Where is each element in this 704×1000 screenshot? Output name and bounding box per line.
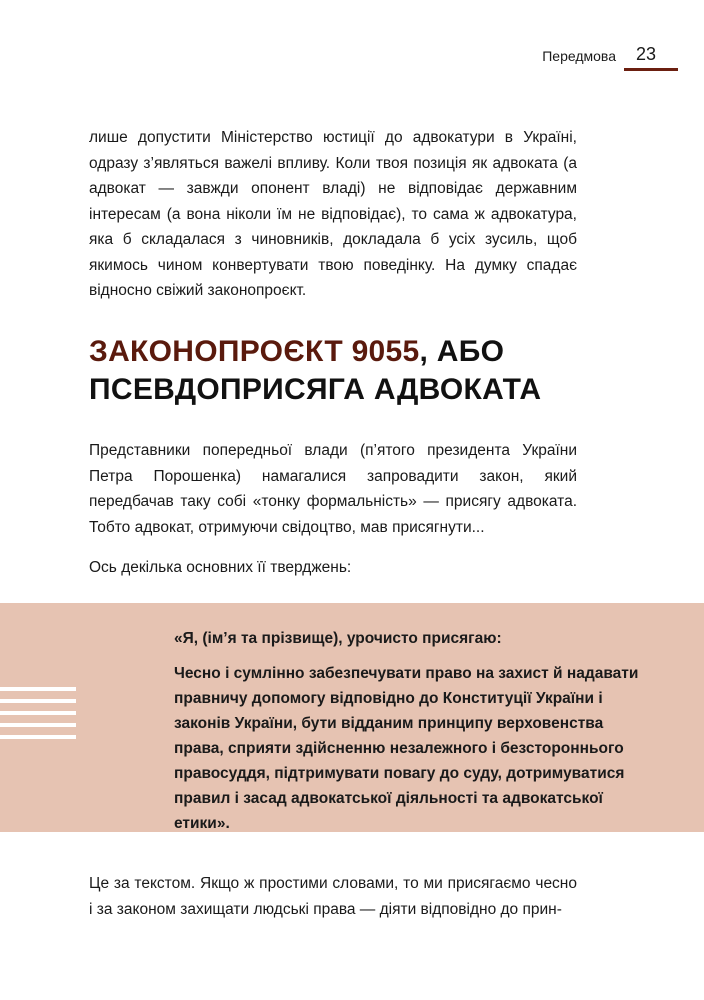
section-heading-accent: ЗАКОНОПРОЄКТ 9055 <box>89 335 420 368</box>
paragraph-3: Ось декілька основних її тверджень: <box>89 559 352 576</box>
quote-lead: «Я, (ім’я та прізвище), урочисто присягаю: <box>174 630 502 647</box>
decorative-stripes <box>0 687 76 747</box>
stripe <box>0 711 76 715</box>
stripe <box>0 735 76 739</box>
page-number: 23 <box>635 44 656 64</box>
quote-body: Чесно і сумлінно забезпечувати право на захист й надавати правничу допомогу відповідно до Конституції України і законів України, бути відданим принципу верховенства права, сприяти здійсненню незалежного і безстороннього правосуддя, підтримувати повагу до суду, дотримуватися правил і засад адвокатської діяльності та адвокатської етики». <box>174 665 639 832</box>
stripe <box>0 723 76 727</box>
running-head-section: Передмова <box>542 48 616 64</box>
section-heading <box>89 333 649 409</box>
paragraph-2: Представники попередньої влади (п’ятого президента України Петра Порошенка) намагалися запровадити закон, який передбачав таку собі «тонку формальність» — присягу адвоката. Тобто адвокат, отримуючи свідоцтво, мав присягнути... <box>89 442 577 536</box>
running-head <box>520 44 660 74</box>
stripe <box>0 699 76 703</box>
section-heading-rest: , АБО ПСЕВДОПРИСЯГА АДВОКАТА <box>89 335 542 406</box>
stripe <box>0 687 76 691</box>
paragraph-4: Це за текстом. Якщо ж простими словами, то ми присягаємо чесно і за законом захищати людські права — діяти відповідно до прин- <box>89 875 577 918</box>
running-head-rule <box>624 68 678 71</box>
intro-paragraph: лише допустити Міністерство юстиції до адвокатури в Україні, одразу з’являться важелі впливу. Коли твоя позиція як адвоката (а адвокат — завжди опонент владі) не відповідає державним інтересам (а вона ніколи їм не відповідає), то сама ж адвокатура, яка б складалася з чиновників, докладала б усіх зусиль, щоб якимось чином конвертувати твою поведінку. На думку спадає відносно свіжий законопроєкт. <box>89 129 577 299</box>
